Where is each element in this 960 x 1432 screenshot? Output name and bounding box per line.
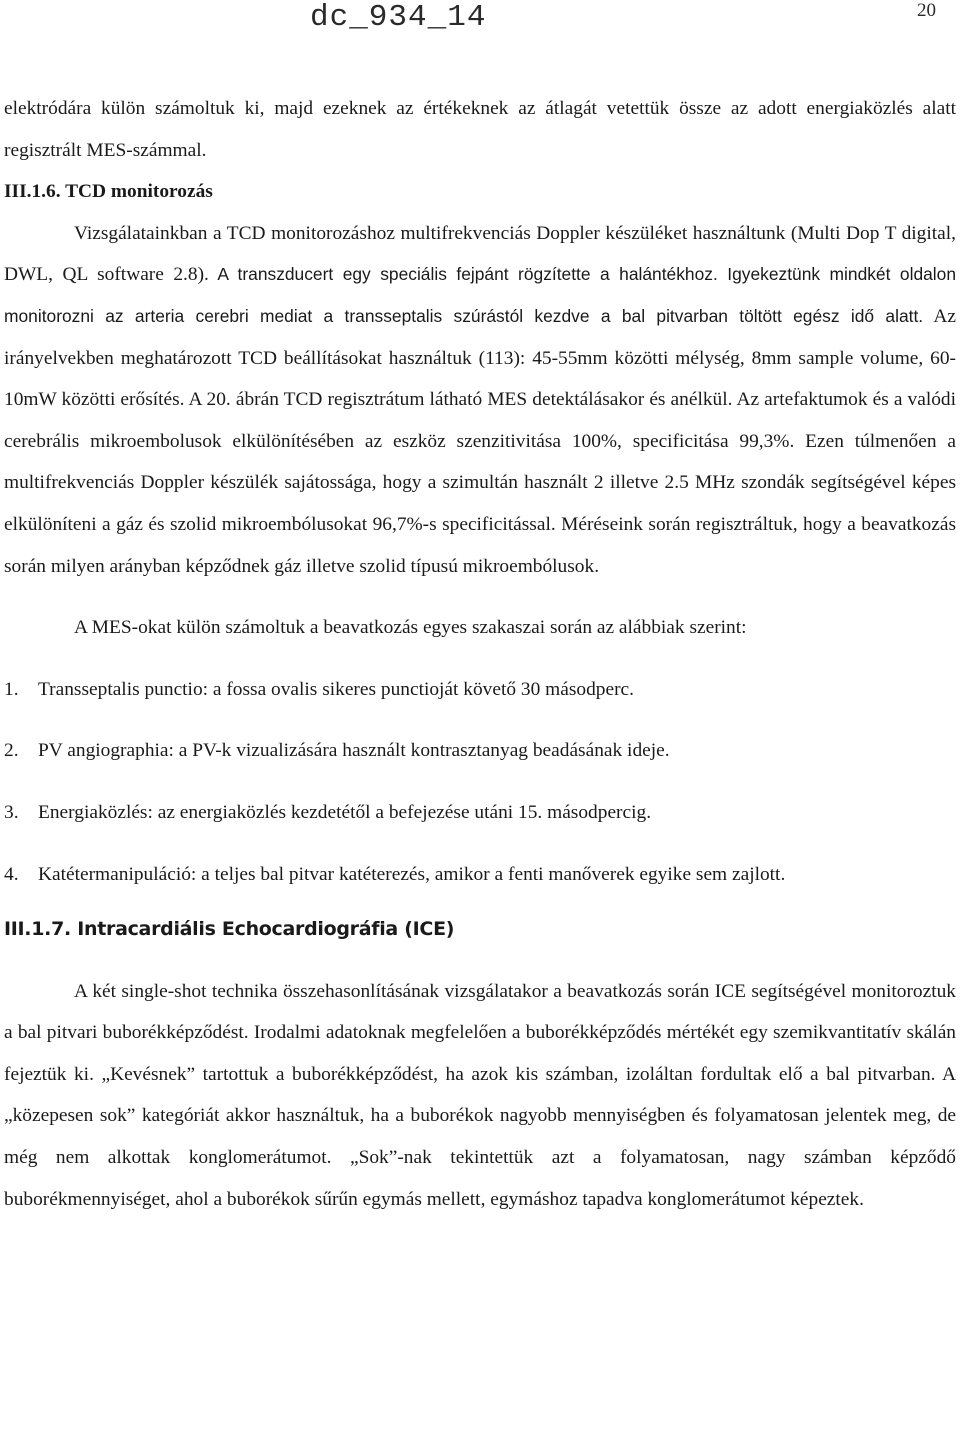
- doc-id: dc_934_14: [310, 0, 487, 35]
- list-item: [4, 792, 956, 834]
- list-item-number: 1.: [4, 678, 19, 700]
- paragraph-tcd-part-c: Igyekeztünk mindkét oldalon monitorozni az arteria cerebri mediat a transseptalis szúrástól kezdve a bal pitvarban töltött egész idő alatt.: [4, 264, 956, 326]
- paragraph-tcd: [4, 213, 956, 587]
- list-item: [4, 730, 956, 772]
- list-item-text: Katétermanipuláció: a teljes bal pitvar katéterezés, amikor a fenti manőverek egyike sem zajlott.: [38, 863, 786, 885]
- page-number: 20: [917, 0, 936, 21]
- list-item: [4, 854, 956, 896]
- paragraph-ice: A két single-shot technika összehasonlításának vizsgálatakor a beavatkozás során ICE segítségével monitoroztuk a bal pitvari buborékképződést. Irodalmi adatoknak megfelelően a buborékképződés mértékét egy szemikvantitatív skálán fejeztük ki. „Kevésnek” tartottuk a buborékképződést, ha azok kis számban, izoláltan fordultak elő a bal pitvarban. A „közepesen sok” kategóriát akkor használtuk, ha a buborékok nagyobb mennyiségben és folyamatosan jelentek meg, de még nem alkottak konglomerátumot. „Sok”-nak tekintettük azt a folyamatosan, nagy számban képződő buborékmennyiséget, ahol a buborékok sűrűn egymás mellett, egymáshoz tapadva konglomerátumot képeztek.: [4, 980, 956, 1210]
- section-heading-ice: III.1.7. Intracardiális Echocardiográfia (ICE): [4, 918, 455, 941]
- paragraph-mes-phases: A MES-okat külön számoltuk a beavatkozás egyes szakaszai során az alábbiak szerint:: [74, 617, 747, 639]
- list-item-text: Transseptalis punctio: a fossa ovalis sikeres punctioját követő 30 másodperc.: [38, 678, 634, 700]
- list-item-number: 2.: [4, 740, 19, 762]
- section-heading-tcd: III.1.6. TCD monitorozás: [4, 181, 213, 203]
- paragraph-tcd-part-d: Az irányelvekben meghatározott TCD beállításokat használtuk (113): 45-55mm közötti mélység, 8mm sample volume, 60-10mW közötti erősítés.: [4, 305, 957, 411]
- paragraph-tcd-part-b: A transzducert egy speciális fejpánt rögzítette a halántékhoz.: [208, 264, 718, 285]
- page-body: [4, 88, 956, 1220]
- list-item-number: 4.: [4, 863, 19, 885]
- list-item-text: Energiaközlés: az energiaközlés kezdetétől a befejezése utáni 15. másodpercig.: [38, 801, 652, 823]
- list-item-text: PV angiographia: a PV-k vizualizására használt kontrasztanyag beadásának ideje.: [38, 740, 670, 762]
- list-item: [4, 669, 956, 711]
- paragraph-intro: elektródára külön számoltuk ki, majd ezeknek az értékeknek az átlagát vetettük össze az adott energiaközlés alatt regisztrált MES-számmal.: [4, 98, 956, 161]
- phase-list: [4, 669, 956, 895]
- paragraph-tcd-part-a: Vizsgálatainkban a TCD monitorozáshoz multifrekvenciás Doppler készüléket használtunk (Multi Dop T digital, DWL, QL software 2.8).: [4, 222, 956, 286]
- paragraph-tcd-part-e: A 20. ábrán TCD regisztrátum látható MES detektálásakor és anélkül. Az artefaktumok és a valódi cerebrális mikroembolusok elkülönítésében az eszköz szenzitivitása 100%, specificitása 99,3%. Ezen túlmenően a multifrekvenciás Doppler készülék sajátossága, hogy a szimultán használt 2 illetve 2.5 MHz szondák segítségével képes elkülöníteni a gáz és szolid mikroembólusokat 96,7%-s specificitással. Méréseink során regisztráltuk, hogy a beavatkozás során milyen arányban képződnek gáz illetve szolid típusú mikroembólusok.: [4, 389, 956, 577]
- list-item-number: 3.: [4, 801, 19, 823]
